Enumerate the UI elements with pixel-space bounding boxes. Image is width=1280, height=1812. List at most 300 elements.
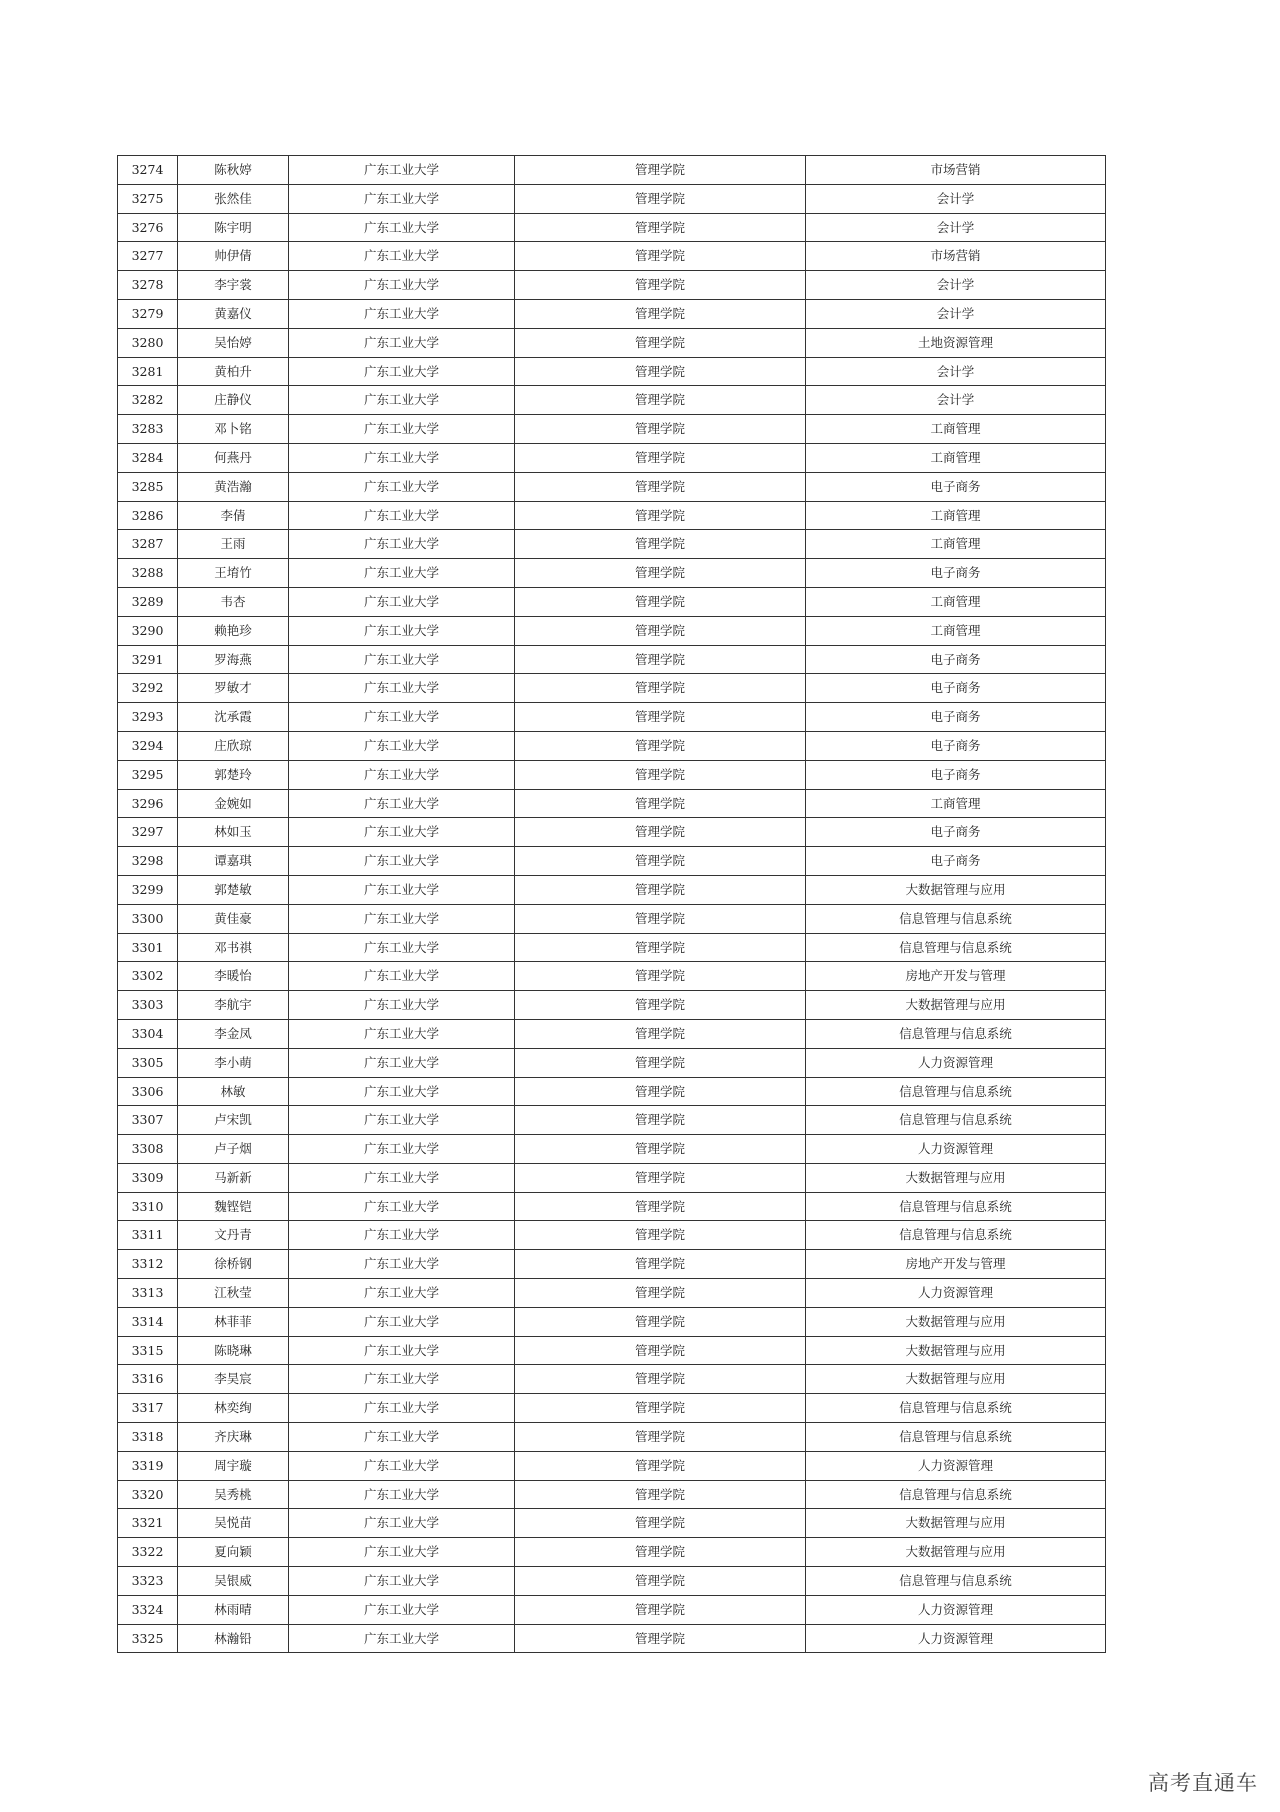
school-cell: 管理学院 xyxy=(515,1423,806,1452)
university-cell: 广东工业大学 xyxy=(289,328,515,357)
major-cell: 电子商务 xyxy=(806,703,1106,732)
row-number-cell: 3325 xyxy=(118,1624,178,1653)
major-cell: 信息管理与信息系统 xyxy=(806,1394,1106,1423)
student-name-cell: 魏铿铠 xyxy=(178,1192,289,1221)
student-name-cell: 李小萌 xyxy=(178,1048,289,1077)
student-name-cell: 吴怡婷 xyxy=(178,328,289,357)
row-number-cell: 3299 xyxy=(118,875,178,904)
university-cell: 广东工业大学 xyxy=(289,760,515,789)
university-cell: 广东工业大学 xyxy=(289,1394,515,1423)
row-number-cell: 3274 xyxy=(118,156,178,185)
major-cell: 电子商务 xyxy=(806,847,1106,876)
table-row xyxy=(118,645,1106,674)
student-name-cell: 林敏 xyxy=(178,1077,289,1106)
school-cell: 管理学院 xyxy=(515,530,806,559)
school-cell: 管理学院 xyxy=(515,674,806,703)
student-name-cell: 罗海燕 xyxy=(178,645,289,674)
student-name-cell: 谭嘉琪 xyxy=(178,847,289,876)
major-cell: 电子商务 xyxy=(806,760,1106,789)
student-name-cell: 张然佳 xyxy=(178,184,289,213)
school-cell: 管理学院 xyxy=(515,1307,806,1336)
school-cell: 管理学院 xyxy=(515,501,806,530)
major-cell: 土地资源管理 xyxy=(806,328,1106,357)
major-cell: 人力资源管理 xyxy=(806,1624,1106,1653)
university-cell: 广东工业大学 xyxy=(289,645,515,674)
student-name-cell: 林瀚铅 xyxy=(178,1624,289,1653)
table-row xyxy=(118,1106,1106,1135)
table-row xyxy=(118,818,1106,847)
major-cell: 大数据管理与应用 xyxy=(806,1163,1106,1192)
student-name-cell: 罗敏才 xyxy=(178,674,289,703)
table-row xyxy=(118,559,1106,588)
student-name-cell: 文丹青 xyxy=(178,1221,289,1250)
university-cell: 广东工业大学 xyxy=(289,962,515,991)
school-cell: 管理学院 xyxy=(515,760,806,789)
student-name-cell: 陈晓琳 xyxy=(178,1336,289,1365)
student-name-cell: 吴悦苗 xyxy=(178,1509,289,1538)
row-number-cell: 3304 xyxy=(118,1019,178,1048)
major-cell: 信息管理与信息系统 xyxy=(806,1480,1106,1509)
row-number-cell: 3320 xyxy=(118,1480,178,1509)
major-cell: 工商管理 xyxy=(806,789,1106,818)
row-number-cell: 3301 xyxy=(118,933,178,962)
major-cell: 电子商务 xyxy=(806,818,1106,847)
school-cell: 管理学院 xyxy=(515,1624,806,1653)
school-cell: 管理学院 xyxy=(515,1019,806,1048)
major-cell: 大数据管理与应用 xyxy=(806,1307,1106,1336)
student-name-cell: 陈宇明 xyxy=(178,213,289,242)
university-cell: 广东工业大学 xyxy=(289,357,515,386)
student-name-cell: 李昊宸 xyxy=(178,1365,289,1394)
school-cell: 管理学院 xyxy=(515,1135,806,1164)
student-name-cell: 黄嘉仪 xyxy=(178,299,289,328)
major-cell: 电子商务 xyxy=(806,472,1106,501)
major-cell: 会计学 xyxy=(806,357,1106,386)
university-cell: 广东工业大学 xyxy=(289,1279,515,1308)
university-cell: 广东工业大学 xyxy=(289,386,515,415)
watermark-text: 高考直通车 xyxy=(1148,1771,1258,1795)
student-name-cell: 马新新 xyxy=(178,1163,289,1192)
university-cell: 广东工业大学 xyxy=(289,415,515,444)
row-number-cell: 3300 xyxy=(118,904,178,933)
university-cell: 广东工业大学 xyxy=(289,1538,515,1567)
major-cell: 信息管理与信息系统 xyxy=(806,1106,1106,1135)
table-row xyxy=(118,472,1106,501)
university-cell: 广东工业大学 xyxy=(289,703,515,732)
school-cell: 管理学院 xyxy=(515,818,806,847)
row-number-cell: 3309 xyxy=(118,1163,178,1192)
major-cell: 信息管理与信息系统 xyxy=(806,933,1106,962)
university-cell: 广东工业大学 xyxy=(289,1135,515,1164)
student-name-cell: 齐庆琳 xyxy=(178,1423,289,1452)
major-cell: 房地产开发与管理 xyxy=(806,962,1106,991)
table-row xyxy=(118,731,1106,760)
row-number-cell: 3293 xyxy=(118,703,178,732)
student-name-cell: 吴银威 xyxy=(178,1567,289,1596)
school-cell: 管理学院 xyxy=(515,1192,806,1221)
major-cell: 房地产开发与管理 xyxy=(806,1250,1106,1279)
university-cell: 广东工业大学 xyxy=(289,818,515,847)
major-cell: 电子商务 xyxy=(806,731,1106,760)
row-number-cell: 3308 xyxy=(118,1135,178,1164)
university-cell: 广东工业大学 xyxy=(289,242,515,271)
table-row xyxy=(118,1019,1106,1048)
row-number-cell: 3310 xyxy=(118,1192,178,1221)
major-cell: 信息管理与信息系统 xyxy=(806,1221,1106,1250)
row-number-cell: 3305 xyxy=(118,1048,178,1077)
table-row xyxy=(118,1279,1106,1308)
table-body xyxy=(118,156,1106,1653)
university-cell: 广东工业大学 xyxy=(289,1423,515,1452)
major-cell: 电子商务 xyxy=(806,559,1106,588)
student-name-cell: 李暖怡 xyxy=(178,962,289,991)
row-number-cell: 3298 xyxy=(118,847,178,876)
table-row xyxy=(118,760,1106,789)
school-cell: 管理学院 xyxy=(515,472,806,501)
table-row xyxy=(118,1538,1106,1567)
table-row xyxy=(118,1221,1106,1250)
university-cell: 广东工业大学 xyxy=(289,213,515,242)
table-row xyxy=(118,213,1106,242)
table-row xyxy=(118,1336,1106,1365)
student-name-cell: 林雨晴 xyxy=(178,1595,289,1624)
table-row xyxy=(118,1595,1106,1624)
school-cell: 管理学院 xyxy=(515,1336,806,1365)
school-cell: 管理学院 xyxy=(515,731,806,760)
university-cell: 广东工业大学 xyxy=(289,559,515,588)
row-number-cell: 3297 xyxy=(118,818,178,847)
major-cell: 工商管理 xyxy=(806,587,1106,616)
university-cell: 广东工业大学 xyxy=(289,1106,515,1135)
major-cell: 市场营销 xyxy=(806,242,1106,271)
row-number-cell: 3285 xyxy=(118,472,178,501)
school-cell: 管理学院 xyxy=(515,962,806,991)
table-row xyxy=(118,1509,1106,1538)
school-cell: 管理学院 xyxy=(515,271,806,300)
row-number-cell: 3307 xyxy=(118,1106,178,1135)
school-cell: 管理学院 xyxy=(515,242,806,271)
major-cell: 工商管理 xyxy=(806,443,1106,472)
major-cell: 工商管理 xyxy=(806,530,1106,559)
table-row xyxy=(118,933,1106,962)
student-name-cell: 李宇裳 xyxy=(178,271,289,300)
student-name-cell: 李倩 xyxy=(178,501,289,530)
school-cell: 管理学院 xyxy=(515,703,806,732)
major-cell: 会计学 xyxy=(806,386,1106,415)
row-number-cell: 3294 xyxy=(118,731,178,760)
major-cell: 大数据管理与应用 xyxy=(806,875,1106,904)
row-number-cell: 3277 xyxy=(118,242,178,271)
university-cell: 广东工业大学 xyxy=(289,789,515,818)
major-cell: 电子商务 xyxy=(806,645,1106,674)
major-cell: 信息管理与信息系统 xyxy=(806,1192,1106,1221)
table-row xyxy=(118,1135,1106,1164)
row-number-cell: 3283 xyxy=(118,415,178,444)
student-name-cell: 林如玉 xyxy=(178,818,289,847)
row-number-cell: 3276 xyxy=(118,213,178,242)
student-name-cell: 陈秋婷 xyxy=(178,156,289,185)
university-cell: 广东工业大学 xyxy=(289,1048,515,1077)
major-cell: 信息管理与信息系统 xyxy=(806,1077,1106,1106)
table-row xyxy=(118,1394,1106,1423)
university-cell: 广东工业大学 xyxy=(289,875,515,904)
row-number-cell: 3303 xyxy=(118,991,178,1020)
row-number-cell: 3290 xyxy=(118,616,178,645)
row-number-cell: 3318 xyxy=(118,1423,178,1452)
table-row xyxy=(118,1048,1106,1077)
university-cell: 广东工业大学 xyxy=(289,991,515,1020)
table-row xyxy=(118,184,1106,213)
table-row xyxy=(118,328,1106,357)
school-cell: 管理学院 xyxy=(515,1048,806,1077)
school-cell: 管理学院 xyxy=(515,904,806,933)
table-row xyxy=(118,991,1106,1020)
school-cell: 管理学院 xyxy=(515,1567,806,1596)
row-number-cell: 3296 xyxy=(118,789,178,818)
student-name-cell: 赖艳珍 xyxy=(178,616,289,645)
table-row xyxy=(118,616,1106,645)
school-cell: 管理学院 xyxy=(515,1394,806,1423)
major-cell: 工商管理 xyxy=(806,616,1106,645)
school-cell: 管理学院 xyxy=(515,386,806,415)
university-cell: 广东工业大学 xyxy=(289,904,515,933)
major-cell: 信息管理与信息系统 xyxy=(806,1567,1106,1596)
student-name-cell: 江秋莹 xyxy=(178,1279,289,1308)
row-number-cell: 3288 xyxy=(118,559,178,588)
table-row xyxy=(118,299,1106,328)
table-row xyxy=(118,587,1106,616)
school-cell: 管理学院 xyxy=(515,1163,806,1192)
university-cell: 广东工业大学 xyxy=(289,1365,515,1394)
student-name-cell: 郭楚玲 xyxy=(178,760,289,789)
school-cell: 管理学院 xyxy=(515,645,806,674)
table-row xyxy=(118,1423,1106,1452)
university-cell: 广东工业大学 xyxy=(289,1509,515,1538)
student-name-cell: 黄佳豪 xyxy=(178,904,289,933)
student-name-cell: 徐桥钢 xyxy=(178,1250,289,1279)
row-number-cell: 3291 xyxy=(118,645,178,674)
table-row xyxy=(118,1077,1106,1106)
university-cell: 广东工业大学 xyxy=(289,1480,515,1509)
row-number-cell: 3315 xyxy=(118,1336,178,1365)
row-number-cell: 3316 xyxy=(118,1365,178,1394)
university-cell: 广东工业大学 xyxy=(289,1077,515,1106)
table-row xyxy=(118,1451,1106,1480)
school-cell: 管理学院 xyxy=(515,1451,806,1480)
major-cell: 人力资源管理 xyxy=(806,1595,1106,1624)
student-name-cell: 林菲菲 xyxy=(178,1307,289,1336)
major-cell: 大数据管理与应用 xyxy=(806,1538,1106,1567)
university-cell: 广东工业大学 xyxy=(289,1250,515,1279)
row-number-cell: 3289 xyxy=(118,587,178,616)
table-row xyxy=(118,501,1106,530)
major-cell: 人力资源管理 xyxy=(806,1135,1106,1164)
table-row xyxy=(118,1365,1106,1394)
major-cell: 工商管理 xyxy=(806,501,1106,530)
row-number-cell: 3292 xyxy=(118,674,178,703)
row-number-cell: 3284 xyxy=(118,443,178,472)
table-row xyxy=(118,1192,1106,1221)
table-row xyxy=(118,386,1106,415)
row-number-cell: 3314 xyxy=(118,1307,178,1336)
university-cell: 广东工业大学 xyxy=(289,156,515,185)
student-name-cell: 庄欣琼 xyxy=(178,731,289,760)
major-cell: 大数据管理与应用 xyxy=(806,1509,1106,1538)
student-name-cell: 邓书祺 xyxy=(178,933,289,962)
university-cell: 广东工业大学 xyxy=(289,299,515,328)
table-row xyxy=(118,962,1106,991)
row-number-cell: 3322 xyxy=(118,1538,178,1567)
table-row xyxy=(118,271,1106,300)
major-cell: 会计学 xyxy=(806,184,1106,213)
row-number-cell: 3319 xyxy=(118,1451,178,1480)
major-cell: 信息管理与信息系统 xyxy=(806,1423,1106,1452)
student-name-cell: 郭楚敏 xyxy=(178,875,289,904)
university-cell: 广东工业大学 xyxy=(289,1567,515,1596)
student-name-cell: 黄柏升 xyxy=(178,357,289,386)
school-cell: 管理学院 xyxy=(515,1480,806,1509)
table-row xyxy=(118,1307,1106,1336)
table-row xyxy=(118,674,1106,703)
student-name-cell: 邓卜铭 xyxy=(178,415,289,444)
table-row xyxy=(118,703,1106,732)
row-number-cell: 3321 xyxy=(118,1509,178,1538)
row-number-cell: 3278 xyxy=(118,271,178,300)
student-name-cell: 帅伊倩 xyxy=(178,242,289,271)
major-cell: 信息管理与信息系统 xyxy=(806,1019,1106,1048)
school-cell: 管理学院 xyxy=(515,1279,806,1308)
school-cell: 管理学院 xyxy=(515,847,806,876)
row-number-cell: 3279 xyxy=(118,299,178,328)
student-table xyxy=(117,155,1106,1653)
major-cell: 会计学 xyxy=(806,213,1106,242)
table-row xyxy=(118,156,1106,185)
university-cell: 广东工业大学 xyxy=(289,530,515,559)
table-row xyxy=(118,789,1106,818)
table-row xyxy=(118,1163,1106,1192)
school-cell: 管理学院 xyxy=(515,1538,806,1567)
school-cell: 管理学院 xyxy=(515,184,806,213)
student-name-cell: 韦杏 xyxy=(178,587,289,616)
major-cell: 人力资源管理 xyxy=(806,1048,1106,1077)
table-row xyxy=(118,875,1106,904)
table-row xyxy=(118,1567,1106,1596)
row-number-cell: 3312 xyxy=(118,1250,178,1279)
school-cell: 管理学院 xyxy=(515,559,806,588)
student-name-cell: 李金凤 xyxy=(178,1019,289,1048)
row-number-cell: 3323 xyxy=(118,1567,178,1596)
student-name-cell: 林奕绚 xyxy=(178,1394,289,1423)
university-cell: 广东工业大学 xyxy=(289,731,515,760)
school-cell: 管理学院 xyxy=(515,328,806,357)
student-name-cell: 庄静仪 xyxy=(178,386,289,415)
university-cell: 广东工业大学 xyxy=(289,1336,515,1365)
school-cell: 管理学院 xyxy=(515,1595,806,1624)
major-cell: 大数据管理与应用 xyxy=(806,1365,1106,1394)
university-cell: 广东工业大学 xyxy=(289,1192,515,1221)
school-cell: 管理学院 xyxy=(515,1221,806,1250)
major-cell: 大数据管理与应用 xyxy=(806,1336,1106,1365)
school-cell: 管理学院 xyxy=(515,156,806,185)
student-name-cell: 李航宇 xyxy=(178,991,289,1020)
school-cell: 管理学院 xyxy=(515,357,806,386)
major-cell: 人力资源管理 xyxy=(806,1451,1106,1480)
university-cell: 广东工业大学 xyxy=(289,271,515,300)
school-cell: 管理学院 xyxy=(515,587,806,616)
university-cell: 广东工业大学 xyxy=(289,443,515,472)
row-number-cell: 3282 xyxy=(118,386,178,415)
major-cell: 电子商务 xyxy=(806,674,1106,703)
table-row xyxy=(118,443,1106,472)
row-number-cell: 3313 xyxy=(118,1279,178,1308)
school-cell: 管理学院 xyxy=(515,1077,806,1106)
university-cell: 广东工业大学 xyxy=(289,184,515,213)
university-cell: 广东工业大学 xyxy=(289,1163,515,1192)
university-cell: 广东工业大学 xyxy=(289,1221,515,1250)
school-cell: 管理学院 xyxy=(515,991,806,1020)
school-cell: 管理学院 xyxy=(515,443,806,472)
row-number-cell: 3287 xyxy=(118,530,178,559)
row-number-cell: 3311 xyxy=(118,1221,178,1250)
student-name-cell: 何燕丹 xyxy=(178,443,289,472)
school-cell: 管理学院 xyxy=(515,415,806,444)
university-cell: 广东工业大学 xyxy=(289,501,515,530)
university-cell: 广东工业大学 xyxy=(289,674,515,703)
table-row xyxy=(118,1480,1106,1509)
table-row xyxy=(118,357,1106,386)
school-cell: 管理学院 xyxy=(515,789,806,818)
student-name-cell: 沈承霞 xyxy=(178,703,289,732)
school-cell: 管理学院 xyxy=(515,213,806,242)
table-row xyxy=(118,847,1106,876)
school-cell: 管理学院 xyxy=(515,1509,806,1538)
student-name-cell: 王雨 xyxy=(178,530,289,559)
student-name-cell: 卢宋凯 xyxy=(178,1106,289,1135)
major-cell: 人力资源管理 xyxy=(806,1279,1106,1308)
university-cell: 广东工业大学 xyxy=(289,616,515,645)
table-row xyxy=(118,415,1106,444)
school-cell: 管理学院 xyxy=(515,933,806,962)
row-number-cell: 3302 xyxy=(118,962,178,991)
school-cell: 管理学院 xyxy=(515,875,806,904)
table-row xyxy=(118,904,1106,933)
row-number-cell: 3295 xyxy=(118,760,178,789)
row-number-cell: 3275 xyxy=(118,184,178,213)
major-cell: 会计学 xyxy=(806,271,1106,300)
table-row xyxy=(118,530,1106,559)
table-row xyxy=(118,1250,1106,1279)
major-cell: 工商管理 xyxy=(806,415,1106,444)
university-cell: 广东工业大学 xyxy=(289,472,515,501)
student-name-cell: 夏向颖 xyxy=(178,1538,289,1567)
row-number-cell: 3306 xyxy=(118,1077,178,1106)
school-cell: 管理学院 xyxy=(515,1365,806,1394)
university-cell: 广东工业大学 xyxy=(289,1595,515,1624)
student-name-cell: 金婉如 xyxy=(178,789,289,818)
university-cell: 广东工业大学 xyxy=(289,1019,515,1048)
student-name-cell: 黄浩瀚 xyxy=(178,472,289,501)
university-cell: 广东工业大学 xyxy=(289,847,515,876)
university-cell: 广东工业大学 xyxy=(289,1451,515,1480)
student-name-cell: 王堉竹 xyxy=(178,559,289,588)
school-cell: 管理学院 xyxy=(515,616,806,645)
row-number-cell: 3280 xyxy=(118,328,178,357)
university-cell: 广东工业大学 xyxy=(289,1307,515,1336)
student-name-cell: 卢子烟 xyxy=(178,1135,289,1164)
school-cell: 管理学院 xyxy=(515,1106,806,1135)
major-cell: 市场营销 xyxy=(806,156,1106,185)
major-cell: 信息管理与信息系统 xyxy=(806,904,1106,933)
